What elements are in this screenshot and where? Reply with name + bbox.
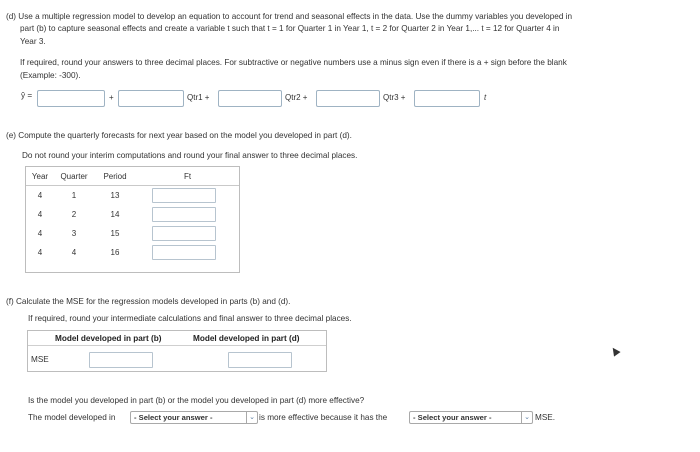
sentence-middle: is more effective because it has the (259, 413, 388, 422)
cell-quarter: 2 (71, 210, 77, 219)
mse-comparison-select-dropdown[interactable] (409, 411, 533, 424)
cell-quarter: 4 (71, 248, 77, 257)
part-e-title: (e) Compute the quarterly forecasts for next year based on the model you developed in part (d). (6, 131, 352, 140)
mse-table-divider (28, 345, 326, 346)
plus-sign: + (109, 93, 114, 102)
forecast-input-period-15[interactable] (152, 226, 216, 241)
mse-part-d-input[interactable] (228, 352, 292, 368)
sentence-end: MSE. (535, 413, 556, 422)
part-d-line2: part (b) to capture seasonal effects and create a variable t such that t = 1 for Quarter 1 in Year 1, t = 2 for Quarter 2 in Year 1,... t = 12 for Quarter 4 in (20, 24, 560, 33)
header-period: Period (94, 167, 136, 186)
header-ft: Ft (136, 167, 239, 186)
table-row (26, 186, 239, 206)
cell-period: 13 (110, 191, 120, 200)
cell-quarter: 1 (71, 191, 77, 200)
model-select-dropdown[interactable] (130, 411, 258, 424)
forecast-table-header (26, 167, 239, 186)
effectiveness-question: Is the model you developed in part (b) or the model you developed in part (d) more effective? (28, 396, 365, 405)
qtr2-coefficient-input[interactable] (218, 90, 282, 107)
cell-year: 4 (37, 210, 43, 219)
forecast-input-period-13[interactable] (152, 188, 216, 203)
table-row (26, 224, 239, 243)
part-d-instructions: If required, round your answers to three decimal places. For subtractive or negative numbers use a minus sign even if there is a + sign before the blank (20, 58, 567, 67)
y-hat-label: ŷ = (21, 91, 33, 100)
sentence-start: The model developed in (28, 413, 116, 422)
cell-year: 4 (37, 229, 43, 238)
header-quarter: Quarter (54, 167, 94, 186)
cell-year: 4 (37, 191, 43, 200)
part-f-title: (f) Calculate the MSE for the regression models developed in parts (b) and (d). (6, 297, 291, 306)
forecast-input-period-14[interactable] (152, 207, 216, 222)
qtr1-coefficient-input[interactable] (118, 90, 184, 107)
mse-row-label: MSE (31, 355, 49, 364)
chevron-down-icon: ⌄ (246, 412, 257, 423)
t-label: t (484, 93, 487, 102)
qtr3-label: Qtr3 + (383, 93, 406, 102)
part-d-line3: Year 3. (20, 37, 46, 46)
table-row (26, 205, 239, 224)
forecast-table (26, 167, 239, 262)
part-d-line1: (d) Use a multiple regression model to develop an equation to account for trend and seasonal effects in the data. Use the dummy variables you developed in (6, 12, 573, 21)
part-d-example: (Example: -300). (20, 71, 81, 80)
qtr3-coefficient-input[interactable] (316, 90, 380, 107)
table-row (26, 243, 239, 262)
part-e-instructions: Do not round your interim computations and round your final answer to three decimal places. (22, 151, 358, 160)
header-year: Year (26, 167, 54, 186)
cell-period: 14 (110, 210, 120, 219)
mse-header-part-d: Model developed in part (d) (193, 334, 300, 343)
cell-year: 4 (37, 248, 43, 257)
cell-quarter: 3 (71, 229, 77, 238)
qtr2-label: Qtr2 + (285, 93, 308, 102)
mse-header-part-b: Model developed in part (b) (55, 334, 162, 343)
chevron-down-icon: ⌄ (521, 412, 532, 423)
model-select-value: - Select your answer - (134, 413, 213, 422)
mse-part-b-input[interactable] (89, 352, 153, 368)
t-coefficient-input[interactable] (414, 90, 480, 107)
cell-period: 15 (110, 229, 120, 238)
cell-period: 16 (110, 248, 120, 257)
part-f-instructions: If required, round your intermediate calculations and final answer to three decimal places. (28, 314, 352, 323)
cursor-icon (609, 345, 620, 356)
intercept-input[interactable] (37, 90, 105, 107)
mse-comparison-select-value: - Select your answer - (413, 413, 492, 422)
forecast-input-period-16[interactable] (152, 245, 216, 260)
qtr1-label: Qtr1 + (187, 93, 210, 102)
